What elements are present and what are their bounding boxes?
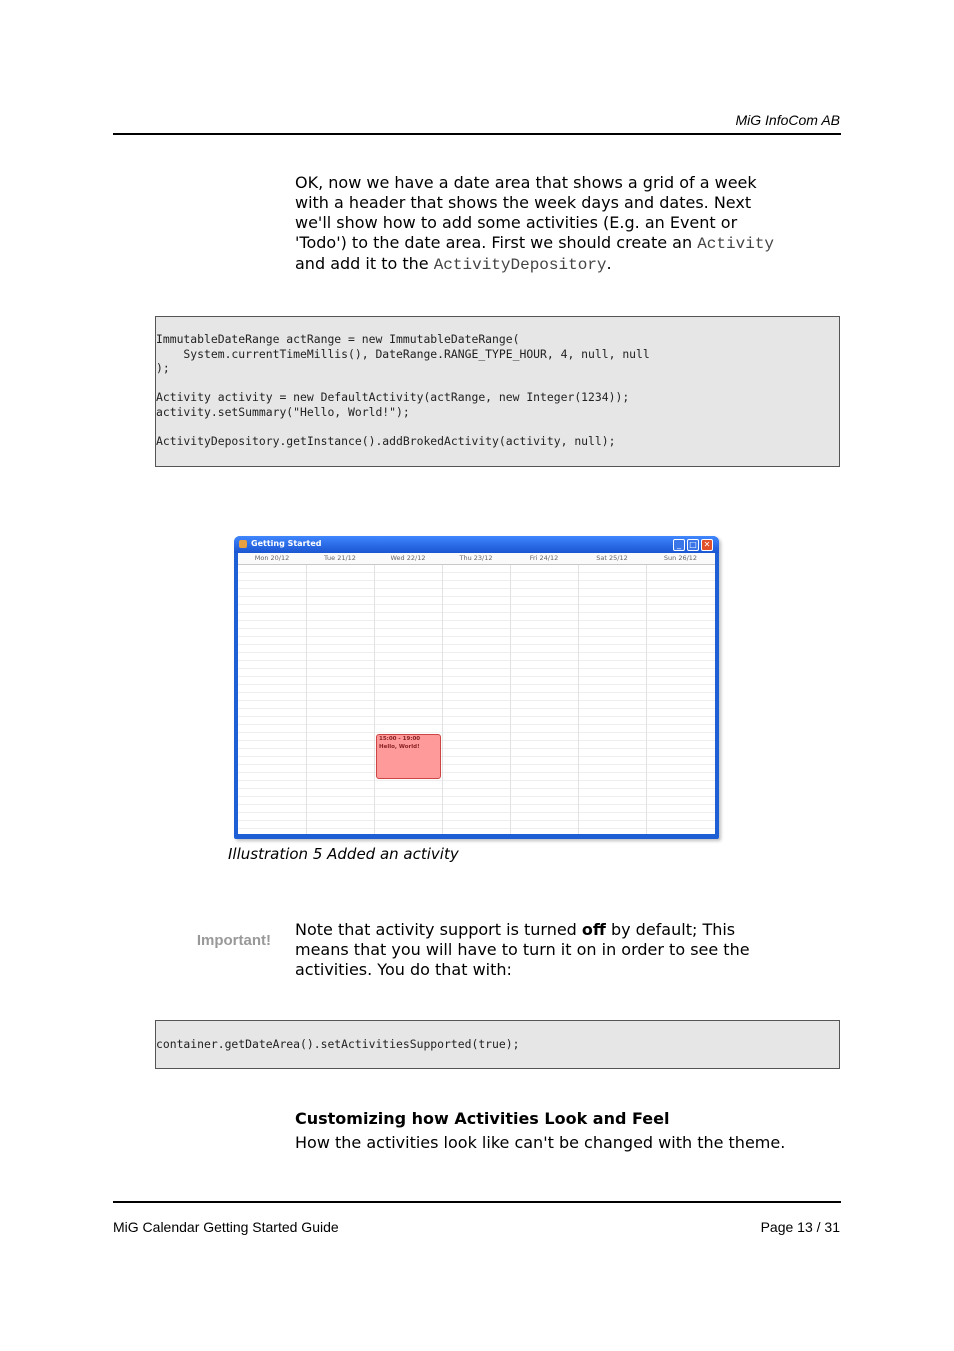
grid-row-line — [238, 692, 715, 693]
company-name: MiG InfoCom AB — [735, 112, 840, 128]
code-block-enable-activities — [155, 1020, 840, 1069]
grid-row-line — [238, 636, 715, 637]
intro-paragraph — [295, 173, 805, 275]
day-header: Wed 22/12 — [374, 553, 442, 565]
code-line — [156, 376, 839, 391]
grid-row-line — [238, 660, 715, 661]
activity-class-name: Activity — [697, 235, 775, 253]
code-line: container.getDateArea().setActivitiesSupported(true); — [156, 1037, 520, 1051]
note-line — [295, 920, 805, 940]
grid-row-line — [238, 724, 715, 725]
grid-row-line — [238, 572, 715, 573]
grid-row-line — [238, 828, 715, 829]
grid-row-line — [238, 612, 715, 613]
grid-row-line — [238, 676, 715, 677]
grid-row-line — [238, 700, 715, 701]
grid-row-line — [238, 604, 715, 605]
day-column-divider — [510, 553, 511, 834]
grid-row-line — [238, 628, 715, 629]
footer-rule — [113, 1201, 841, 1203]
intro-line: OK, now we have a date area that shows a grid of a week — [295, 173, 757, 192]
day-header: Sat 25/12 — [578, 553, 646, 565]
important-paragraph — [295, 920, 805, 980]
intro-line — [295, 233, 805, 254]
note-text: by default; This — [605, 920, 736, 939]
code-line: ); — [156, 361, 170, 376]
section-text: How the activities look like can't be changed with the theme. — [295, 1133, 786, 1152]
day-column-divider — [578, 553, 579, 834]
day-column-divider — [442, 553, 443, 834]
illustration-caption: Illustration 5 Added an activity — [228, 845, 459, 863]
grid-row-line — [238, 812, 715, 813]
minimize-icon: _ — [673, 539, 685, 551]
day-column-divider — [306, 553, 307, 834]
grid-row-line — [238, 772, 715, 773]
window-title-bar — [234, 536, 719, 553]
grid-row-line — [238, 756, 715, 757]
maximize-icon: □ — [687, 539, 699, 551]
grid-row-line — [238, 796, 715, 797]
window-title: Getting Started — [251, 539, 322, 548]
screenshot-window — [234, 536, 719, 839]
grid-row-line — [238, 644, 715, 645]
footer-title: MiG Calendar Getting Started Guide — [113, 1219, 339, 1235]
intro-line — [295, 254, 805, 275]
grid-row-line — [238, 620, 715, 621]
grid-row-line — [238, 804, 715, 805]
grid-row-line — [238, 596, 715, 597]
grid-row-line — [238, 716, 715, 717]
grid-row-line — [238, 588, 715, 589]
grid-row-line — [238, 732, 715, 733]
note-text: Note that activity support is turned — [295, 920, 582, 939]
intro-line: with a header that shows the week days and dates. Next — [295, 193, 752, 212]
intro-line: we'll show how to add some activities (E.g. an Event or — [295, 213, 738, 232]
intro-text: 'Todo') to the date area. First we should create an — [295, 233, 698, 252]
grid-row-line — [238, 684, 715, 685]
day-header: Thu 23/12 — [442, 553, 510, 565]
day-column-divider — [374, 553, 375, 834]
note-line: activities. You do that with: — [295, 960, 512, 979]
activity-summary: Hello, World! — [379, 744, 420, 750]
grid-row-line — [238, 764, 715, 765]
intro-text: and add it to the — [295, 254, 434, 273]
day-header: Sun 26/12 — [646, 553, 715, 565]
note-emphasis: off — [581, 920, 606, 939]
code-line: ActivityDepository.getInstance().addBrokedActivity(activity, null); — [156, 434, 616, 449]
day-header: Tue 21/12 — [306, 553, 374, 565]
grid-row-line — [238, 580, 715, 581]
section-heading: Customizing how Activities Look and Feel — [295, 1109, 670, 1128]
grid-row-line — [238, 820, 715, 821]
code-block-create-activity — [155, 316, 840, 467]
code-line: activity.setSummary("Hello, World!"); — [156, 404, 410, 419]
page-number: Page 13 / 31 — [760, 1219, 840, 1235]
java-app-icon — [239, 540, 247, 548]
day-header: Mon 20/12 — [238, 553, 306, 565]
grid-row-line — [238, 788, 715, 789]
important-label: Important! — [196, 932, 271, 949]
grid-row-line — [238, 652, 715, 653]
code-line: System.currentTimeMillis(), DateRange.RANGE_TYPE_HOUR, 4, null, null — [156, 346, 650, 361]
activity-time: 15:00 - 19:00 — [379, 736, 421, 742]
activity-depository-class-name: ActivityDepository — [433, 256, 607, 274]
activity-block — [376, 734, 441, 779]
close-icon: ✕ — [701, 539, 713, 551]
grid-row-line — [238, 748, 715, 749]
code-line: Activity activity = new DefaultActivity(actRange, new Integer(1234)); — [156, 390, 630, 405]
date-area — [238, 553, 715, 834]
code-line: ImmutableDateRange actRange = new ImmutableDateRange( — [156, 332, 520, 346]
day-column-divider — [646, 553, 647, 834]
header-rule — [113, 133, 841, 135]
day-header: Fri 24/12 — [510, 553, 578, 565]
grid-row-line — [238, 668, 715, 669]
note-line: means that you will have to turn it on in order to see the — [295, 940, 750, 959]
intro-text: . — [606, 254, 612, 273]
grid-row-line — [238, 708, 715, 709]
grid-row-line — [238, 740, 715, 741]
code-line — [156, 420, 839, 435]
grid-row-line — [238, 780, 715, 781]
